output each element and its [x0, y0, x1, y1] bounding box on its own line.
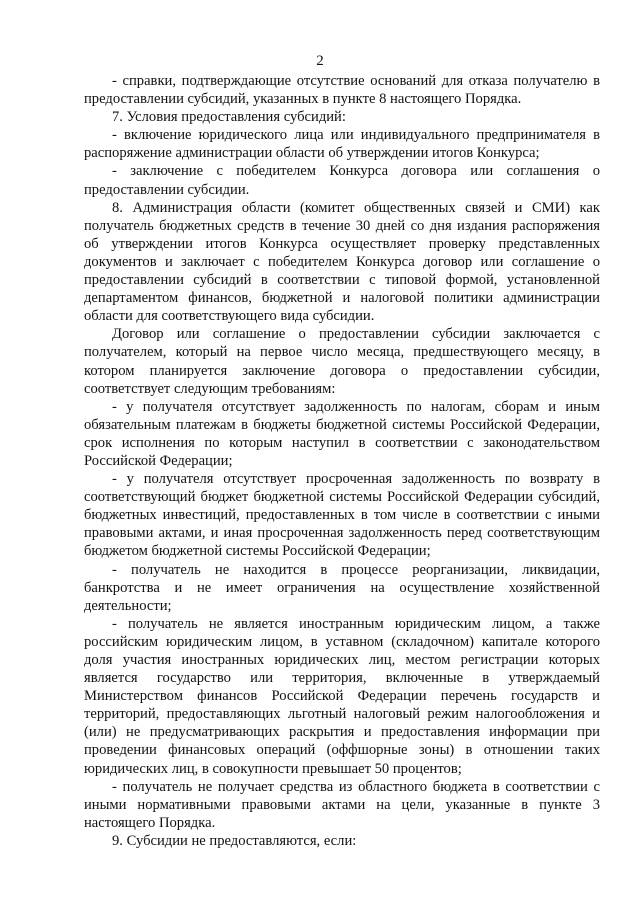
paragraph-section-8: 8. Администрация области (комитет общественных связей и СМИ) как получатель бюджетных средств в течение 30 дней со дня издания распоряжения об утверждении итогов Конкурса осуществляет проверку представленных документов и заключает с победителем Конкурса договор или соглашение о предоставлении субсидий в соответствии с типовой формой, установленной департаментом финансов, бюджетной и налоговой политики администрации области для соответствующего вида субсидии.: [84, 199, 600, 325]
document-body: [84, 72, 600, 850]
paragraph-reorganization: - получатель не находится в процессе реорганизации, ликвидации, банкротства и не имеет ограничения на осуществление хозяйственной деятельности;: [84, 561, 600, 614]
paragraph-certificates: - справки, подтверждающие отсутствие оснований для отказа получателю в предоставлении субсидий, указанных в пункте 8 настоящего Порядка.: [84, 73, 600, 108]
paragraph-foreign-entity: - получатель не является иностранным юридическим лицом, а также российским юридическим лицом, в уставном (складочном) капитале которого доля участия иностранных юридических лиц, местом регистрации которых является государство или территория, включенные в утверждаемый Министерством финансов Российской Федерации перечень государств и территорий, предоставляющих льготный налоговый режим налогообложения и (или) не предусматривающих раскрытия и предоставления информации при проведении финансовых операций (оффшорные зоны) в отношении таких юридических лиц, в совокупности превышает 50 процентов;: [84, 615, 600, 777]
paragraph-section-9-heading: 9. Субсидии не предоставляются, если:: [112, 832, 357, 849]
paragraph-inclusion-condition: - включение юридического лица или индивидуального предпринимателя в распоряжение администрации области об утверждении итогов Конкурса;: [84, 127, 600, 162]
paragraph-no-other-funds: - получатель не получает средства из областного бюджета в соответствии с иными нормативными правовыми актами на цели, указанные в пункте 3 настоящего Порядка.: [84, 778, 600, 831]
paragraph-agreement-requirements: Договор или соглашение о предоставлении субсидии заключается с получателем, который на первое число месяца, предшествующего месяцу, в котором планируется заключение договора о предоставлении субсидии, соответствует следующим требованиям:: [84, 326, 600, 397]
paragraph-overdue-debt: - у получателя отсутствует просроченная задолженность по возврату в соответствующий бюджет бюджетной системы Российской Федерации субсидий, бюджетных инвестиций, предоставленных в том числе в соответствии с иными правовыми актами, и иная просроченная задолженность перед соответствующим бюджетом бюджетной системы Российской Федерации;: [84, 471, 600, 560]
page-number: 2: [316, 53, 324, 69]
paragraph-agreement-condition: - заключение с победителем Конкурса договора или соглашения о предоставлении субсидии.: [84, 163, 600, 198]
paragraph-tax-debt: - у получателя отсутствует задолженность по налогам, сборам и иным обязательным платежам в бюджеты бюджетной системы Российской Федерации, срок исполнения по которым наступил в соответствии с законодательством Российской Федерации;: [84, 398, 600, 469]
paragraph-section-7-heading: 7. Условия предоставления субсидий:: [112, 109, 346, 126]
